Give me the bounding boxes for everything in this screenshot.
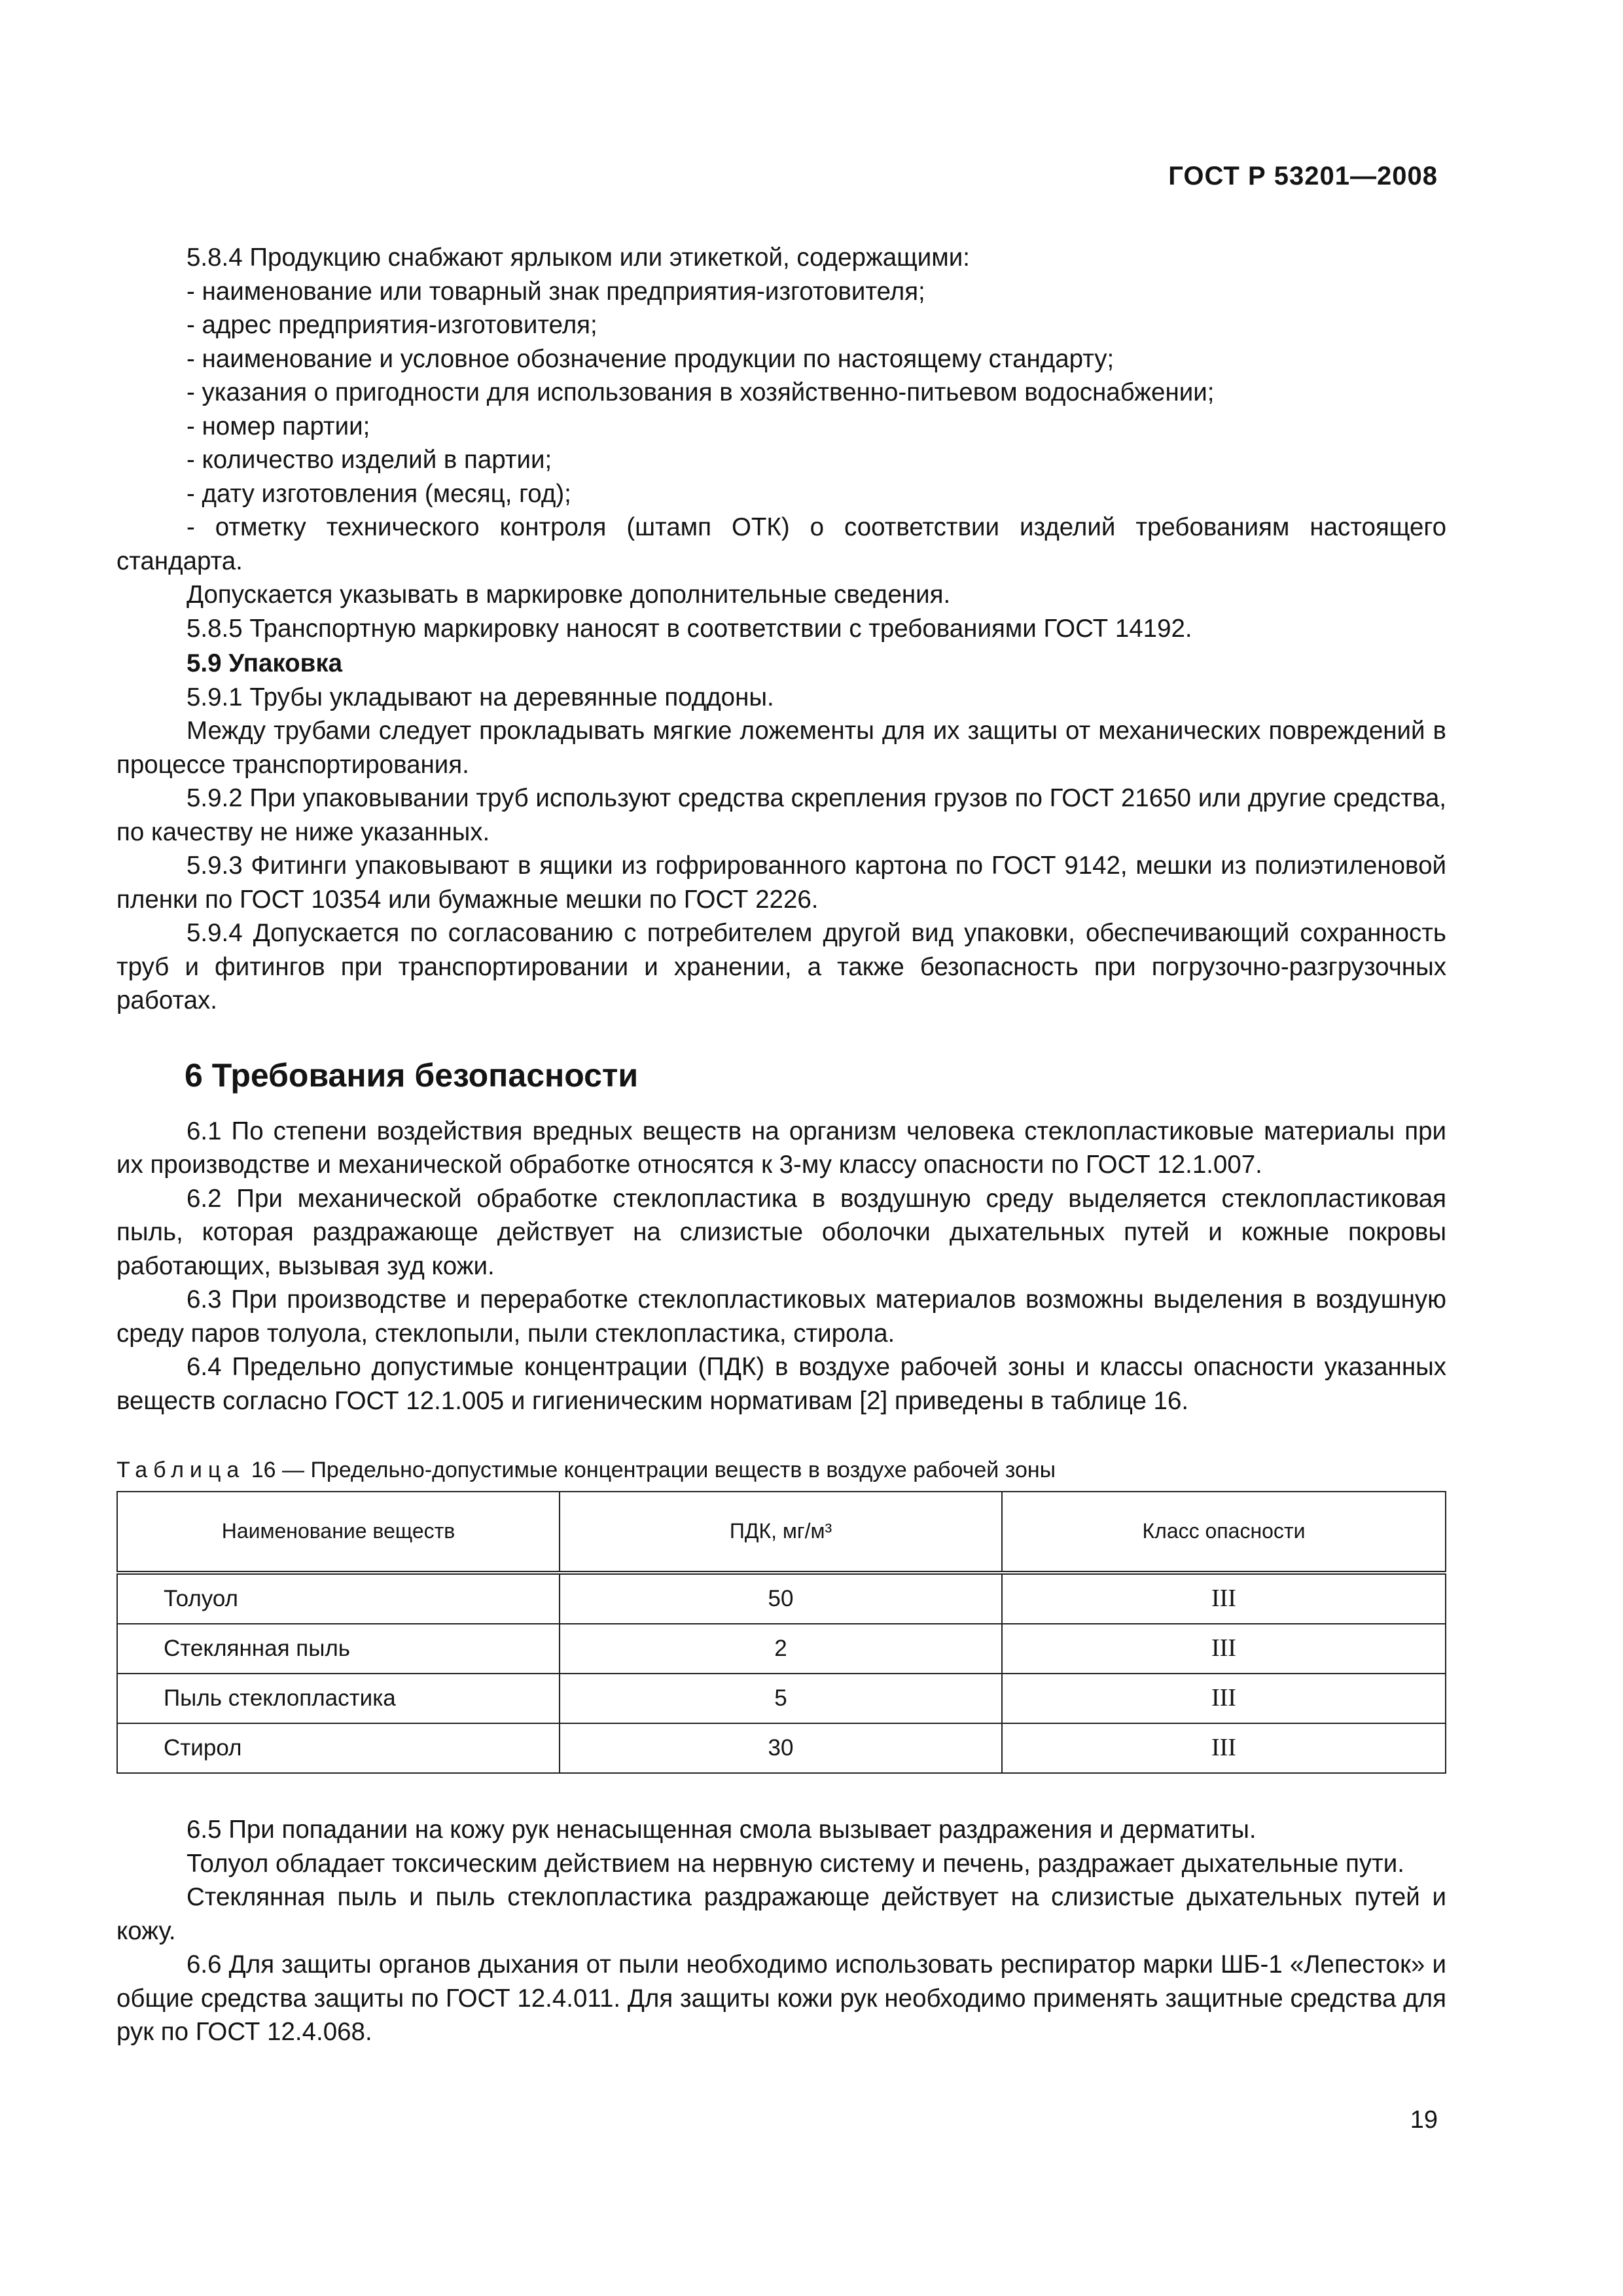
list-item: - количество изделий в партии; (187, 446, 552, 474)
clause-5-9-2: 5.9.2 При упаковывании труб используют средства скрепления грузов по ГОСТ 21650 или другие средства, по качеству не ниже указанных. (116, 784, 1446, 846)
clause-6-6: 6.6 Для защиты органов дыхания от пыли необходимо использовать респиратор марки ШБ-1 «Лепесток» и общие средства защиты по ГОСТ 12.4.011. Для защиты кожи рук необходимо применять защитные средства для рук по ГОСТ 12.4.068. (116, 1950, 1446, 2046)
table-caption (116, 1456, 1446, 1484)
paragraph: Толуол обладает токсическим действием на нервную систему и печень, раздражает дыхательные пути. (187, 1849, 1404, 1878)
table-caption-text: 16 — Предельно-допустимые концентрации веществ в воздухе рабочей зоны (251, 1458, 1056, 1482)
column-header: Наименование веществ (117, 1492, 560, 1573)
table-header-row (117, 1492, 1446, 1573)
hazard-class: III (1002, 1723, 1446, 1773)
clause-6-1: 6.1 По степени воздействия вредных веществ на организм человека стеклопластиковые материалы при их производстве и механической обработке относятся к 3-му классу опасности по ГОСТ 12.1.007. (116, 1117, 1446, 1179)
clause-5-8-4: 5.8.4 Продукцию снабжают ярлыком или этикеткой, содержащими: (187, 243, 970, 272)
mpc-value: 30 (560, 1723, 1002, 1773)
paragraph: Между трубами следует прокладывать мягкие ложементы для их защиты от механических повреждений в процессе транспортирования. (116, 717, 1446, 779)
clause-6-2: 6.2 При механической обработке стеклопластика в воздушную среду выделяется стеклопластиковая пыль, которая раздражающе действует на слизистые оболочки дыхательных путей и кожные покровы работающих, вызывая зуд кожи. (116, 1184, 1446, 1280)
list-item: - адрес предприятия-изготовителя; (187, 311, 597, 339)
column-header: Класс опасности (1002, 1492, 1446, 1573)
hazard-class: III (1002, 1674, 1446, 1723)
table-16 (116, 1491, 1446, 1774)
document-code: ГОСТ Р 53201—2008 (1168, 162, 1438, 190)
substance-name: Стеклянная пыль (117, 1624, 560, 1674)
mpc-value: 2 (560, 1624, 1002, 1674)
clause-5-9-1: 5.9.1 Трубы укладывают на деревянные поддоны. (187, 683, 774, 711)
column-header: ПДК, мг/м³ (560, 1492, 1002, 1573)
clause-5-8-5: 5.8.5 Транспортную маркировку наносят в соответствии с требованиями ГОСТ 14192. (187, 614, 1192, 643)
table-row (117, 1723, 1446, 1773)
list-item: - наименование и условное обозначение продукции по настоящему стандарту; (187, 344, 1115, 373)
paragraph: Стеклянная пыль и пыль стеклопластика раздражающе действует на слизистые дыхательных путей и кожу. (116, 1883, 1446, 1945)
clause-5-9-3: 5.9.3 Фитинги упаковывают в ящики из гофрированного картона по ГОСТ 9142, мешки из полиэтиленовой пленки по ГОСТ 10354 или бумажные мешки по ГОСТ 2226. (116, 852, 1446, 914)
substance-name: Стирол (117, 1723, 560, 1773)
list-item: - отметку технического контроля (штамп ОТК) о соответствии изделий требованиям настоящего стандарта. (116, 513, 1446, 575)
substance-name: Толуол (117, 1573, 560, 1624)
table-row (117, 1624, 1446, 1674)
list-item: - номер партии; (187, 412, 370, 440)
list-item: - дату изготовления (месяц, год); (187, 479, 571, 508)
clause-6-5: 6.5 При попадании на кожу рук ненасыщенная смола вызывает раздражения и дерматиты. (187, 1816, 1257, 1844)
subsection-title-5-9: 5.9 Упаковка (187, 649, 342, 677)
page-content (116, 241, 1446, 2049)
hazard-class: III (1002, 1624, 1446, 1674)
hazard-class: III (1002, 1573, 1446, 1624)
list-item: - наименование или товарный знак предприятия-изготовителя; (187, 277, 925, 306)
clause-6-3: 6.3 При производстве и переработке стеклопластиковых материалов возможны выделения в воздушную среду паров толуола, стеклопыли, пыли стеклопластика, стирола. (116, 1285, 1446, 1348)
mpc-value: 5 (560, 1674, 1002, 1723)
table-row (117, 1674, 1446, 1723)
page-number: 19 (1410, 2106, 1438, 2134)
mpc-value: 50 (560, 1573, 1002, 1624)
substance-name: Пыль стеклопластика (117, 1674, 560, 1723)
clause-5-9-4: 5.9.4 Допускается по согласованию с потребителем другой вид упаковки, обеспечивающий сохранность труб и фитингов при транспортировании и хранении, а также безопасность при погрузочно-разгрузочных работах. (116, 919, 1446, 1014)
clause-6-4: 6.4 Предельно допустимые концентрации (ПДК) в воздухе рабочей зоны и классы опасности указанных веществ согласно ГОСТ 12.1.005 и гигиеническим нормативам [2] приведены в таблице 16. (116, 1353, 1446, 1415)
table-row (117, 1573, 1446, 1624)
table-caption-word: Таблица (116, 1458, 245, 1482)
paragraph: Допускается указывать в маркировке дополнительные сведения. (187, 581, 951, 609)
section-title-6: 6 Требования безопасности (185, 1056, 639, 1094)
list-item: - указания о пригодности для использования в хозяйственно-питьевом водоснабжении; (187, 378, 1215, 406)
